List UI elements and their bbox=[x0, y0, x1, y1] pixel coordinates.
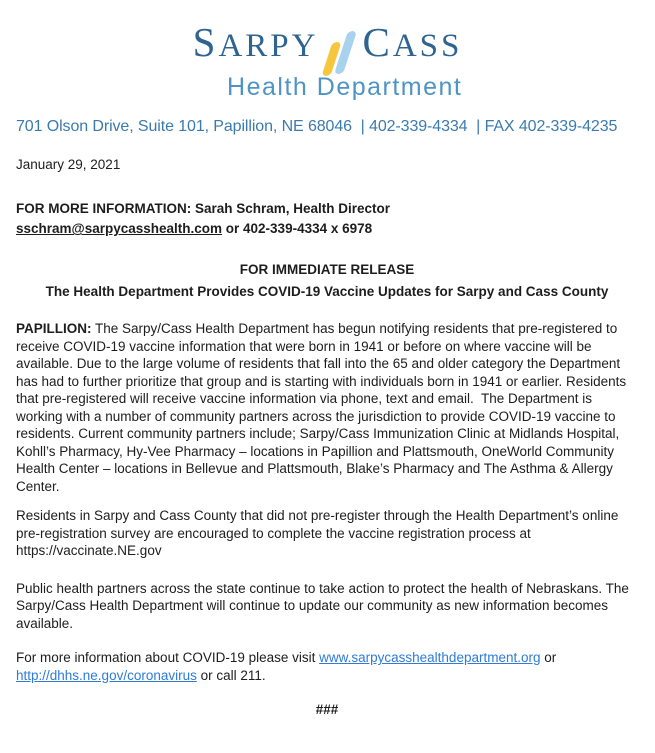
logo-wordmark bbox=[192, 19, 463, 68]
sarpy-cass-logo bbox=[192, 19, 463, 101]
release-headline: The Health Department Provides COVID-19 Vaccine Updates for Sarpy and Cass County bbox=[45, 283, 609, 299]
address-line: 701 Olson Drive, Suite 101, Papillion, NE 68046 | 402-339-4334 | FAX 402-339-4235 bbox=[16, 118, 618, 135]
paragraph-1-dateline: PAPILLION: bbox=[16, 321, 92, 337]
logo-word-sarpy-initial: S bbox=[192, 19, 219, 65]
logo-word-sarpy-rest: ARPY bbox=[218, 28, 319, 64]
contact-line1: FOR MORE INFORMATION: Sarah Schram, Health Director bbox=[16, 201, 391, 217]
logo-word-cass-initial: C bbox=[362, 19, 393, 65]
paragraph-1-text: The Sarpy/Cass Health Department has begun notifying residents that pre-registered to receive COVID-19 vaccine information that were born in 1941 or before on where vaccine will be available. Due to the large volume of residents that fall into the 65 and older category the Department has had to further prioritize that group and is starting with individuals born in 1941 or earlier. Residents that pre-registered will receive vaccine information via phone, text and email. The Department is working with a number of community partners across the jurisdiction to provide COVID-19 vaccine to residents. Current community partners include; Sarpy/Cass Immunization Clinic at Midlands Hospital, Kohll’s Pharmacy, Hy-Vee Pharmacy – locations in Papillion and Plattsmouth, OneWorld Community Health Center – locations in Bellevue and Plattsmouth, Blake’s Pharmacy and The Asthma & Allergy Center. bbox=[16, 321, 630, 494]
logo-word-cass-rest: ASS bbox=[392, 28, 463, 64]
contact-line2-rest: or 402-339-4334 x 6978 bbox=[222, 221, 373, 237]
release-content bbox=[0, 156, 655, 719]
contact-line2 bbox=[16, 219, 638, 239]
body-paragraph-2: Residents in Sarpy and Cass County that did not pre-register through the Health Department’s online pre-registration survey are encouraged to complete the vaccine registration process at https://vaccinate.NE.gov bbox=[16, 508, 623, 559]
release-date: January 29, 2021 bbox=[16, 156, 121, 172]
dhhs-coronavirus-link[interactable]: http://dhhs.ne.gov/coronavirus bbox=[16, 667, 197, 683]
paragraph-4-pre: For more information about COVID-19 please visit bbox=[16, 650, 320, 666]
health-department-website-link[interactable]: www.sarpycasshealthdepartment.org bbox=[319, 650, 541, 666]
contact-email-link[interactable]: sschram@sarpycasshealth.com bbox=[16, 221, 223, 237]
contact-block bbox=[16, 199, 638, 239]
paragraph-4-mid: or bbox=[540, 650, 560, 666]
body-paragraph-1 bbox=[16, 320, 638, 495]
end-mark: ### bbox=[315, 702, 339, 718]
logo-slash-icon bbox=[325, 31, 359, 77]
body-paragraph-4 bbox=[16, 649, 638, 684]
immediate-release-label: FOR IMMEDIATE RELEASE bbox=[239, 262, 415, 278]
body-paragraph-3: Public health partners across the state continue to take action to protect the health of Nebraskans. The Sarpy/Cass Health Department will continue to update our community as new information becomes available. bbox=[16, 580, 633, 631]
logo-subtitle: Health Department bbox=[227, 73, 463, 101]
paragraph-4-post: or call 211. bbox=[196, 667, 266, 683]
